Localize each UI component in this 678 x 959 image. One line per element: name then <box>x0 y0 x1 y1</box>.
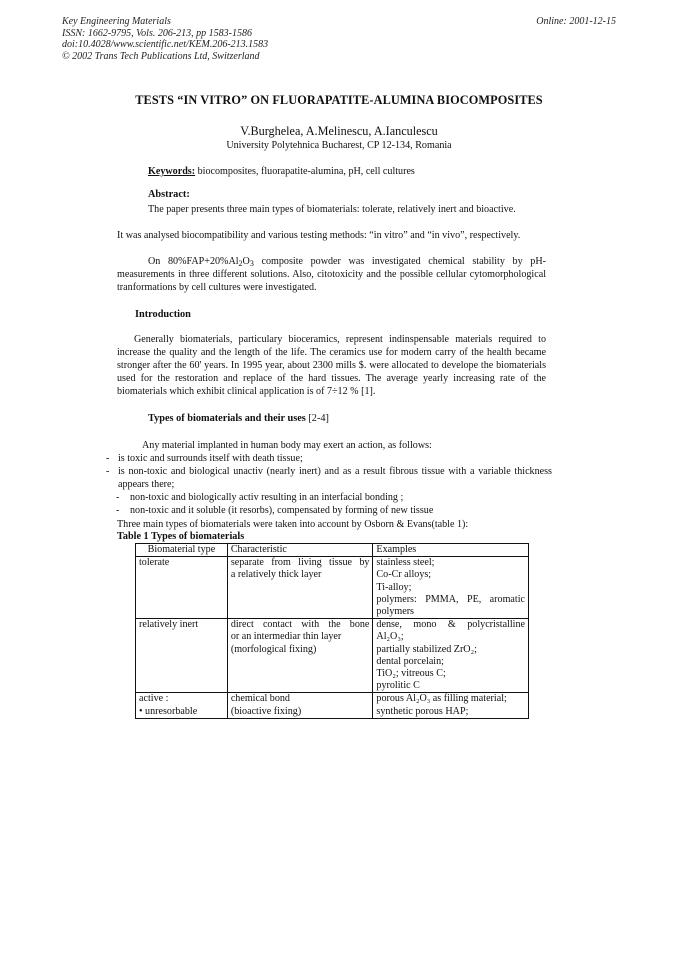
table-cell-type <box>136 619 228 693</box>
list-item-text: non-toxic and it soluble (it resorbs), compensated by forming of new tissue <box>130 505 434 516</box>
cell-text: direct contact with the bone <box>230 619 370 631</box>
keywords-label: Keywords: <box>148 166 196 177</box>
abstract-paragraph-2: It was analysed biocompatibility and various testing methods: “in vitro” and “in vivo”, respectively. <box>117 230 521 241</box>
list-item-text: is toxic and surrounds itself with death tissue; <box>118 453 303 464</box>
list-item: - is non-toxic and biological unactiv (nearly inert) and as a result fibrous tissue with a variable thickness appears there; <box>106 466 552 490</box>
introduction-heading: Introduction <box>135 309 191 320</box>
journal-copyright: © 2002 Trans Tech Publications Ltd, Switzerland <box>62 50 260 62</box>
online-date: Online: 2001-12-15 <box>536 16 616 27</box>
paper-title: TESTS “IN VITRO” ON FLUORAPATITE-ALUMINA BIOCOMPOSITES <box>135 93 543 107</box>
cell-text: a relatively thick layer <box>230 569 322 581</box>
abstract-p3-part-b: O <box>242 256 250 267</box>
table-cell-examples <box>373 619 529 693</box>
table-row <box>136 693 529 718</box>
cell-text: pyrolitic C <box>376 680 420 692</box>
cell-text: or an intermediar thin layer <box>230 631 342 643</box>
cell-text: active : <box>139 693 169 705</box>
abstract-p3-sub-2: 3 <box>249 259 254 268</box>
cell-text: polymers: PMMA, PE, aromatic <box>376 593 525 605</box>
paper-affiliation: University Polytehnica Bucharest, CP 12-134, Romania <box>226 140 452 151</box>
list-item: - non-toxic and it soluble (it resorbs), compensated by forming of new tissue <box>116 505 434 516</box>
list-item: - is toxic and surrounds itself with death tissue; <box>106 453 303 464</box>
cell-text: relatively inert <box>139 619 199 631</box>
abstract-heading: Abstract: <box>148 189 190 200</box>
table-cell-examples <box>373 557 529 619</box>
table-cell-examples <box>373 693 529 718</box>
abstract-p3-sub-1: 2 <box>238 259 243 268</box>
journal-name: Key Engineering Materials <box>62 16 171 27</box>
cell-text: porous Al₂O₃ as filling material; <box>376 693 507 705</box>
types-heading-ref: [2-4] <box>305 413 329 424</box>
list-item: - non-toxic and biologically activ resulting in an interfacial bonding ; <box>116 492 404 503</box>
cell-text: dental porcelain; <box>376 655 444 667</box>
cell-text: (bioactive fixing) <box>230 705 302 717</box>
cell-text: separate from living tissue by <box>230 557 370 569</box>
cell-text: (morfological fixing) <box>230 643 317 655</box>
cell-text: stainless steel; <box>376 557 435 569</box>
list-item-text: is non-toxic and biological unactiv (nearly inert) and as a result fibrous tissue with a variable thickness appears there; <box>118 466 552 490</box>
cell-text: polymers <box>376 606 414 618</box>
keywords-line <box>148 165 568 178</box>
table-header-type: Biomaterial type <box>136 544 228 557</box>
table-header-row <box>136 544 529 557</box>
types-intro: Any material implanted in human body may exert an action, as follows: <box>142 440 432 451</box>
abstract-paragraph-3 <box>117 255 546 294</box>
abstract-p3-part-a: On 80%FAP+20%Al <box>148 256 239 267</box>
table-row <box>136 619 529 693</box>
table-cell-characteristic <box>227 693 373 718</box>
journal-header <box>62 16 268 62</box>
cell-text: tolerate <box>139 557 170 569</box>
journal-doi: doi:10.4028/www.scientific.net/KEM.206-213.1583 <box>62 39 269 50</box>
table-header-examples: Examples <box>373 544 529 557</box>
paper-authors: V.Burghelea, A.Melinescu, A.Ianculescu <box>240 124 438 138</box>
cell-text: synthetic porous HAP; <box>376 705 469 717</box>
table-header-characteristic: Characteristic <box>227 544 373 557</box>
abstract-p3-part-c: composite powder was investigated chemical stability by pH-measurements in three different solutions. Also, citotoxicity and the possible cellular cytomorphological tranformations by cell cultures were investigated. <box>117 256 546 293</box>
table-cell-type <box>136 693 228 718</box>
cell-text: partially stabilized ZrO₂; <box>376 643 477 655</box>
table-caption: Table 1 Types of biomaterials <box>117 531 245 542</box>
types-heading-text: Types of biomaterials and their uses <box>148 413 306 424</box>
table-cell-characteristic <box>227 619 373 693</box>
cell-text: dense, mono & polycristalline <box>376 619 525 631</box>
cell-text: Co-Cr alloys; <box>376 569 432 581</box>
table-row <box>136 557 529 619</box>
keywords-text: biocomposites, fluorapatite-alumina, pH, cell cultures <box>195 166 415 177</box>
table-cell-characteristic <box>227 557 373 619</box>
types-closing: Three main types of biomaterials were taken into account by Osborn & Evans(table 1): <box>117 519 469 530</box>
types-heading <box>148 413 329 424</box>
list-item-text: non-toxic and biologically activ resulting in an interfacial bonding ; <box>130 492 404 503</box>
abstract-paragraph-1: The paper presents three main types of biomaterials: tolerate, relatively inert and bioactive. <box>148 204 516 215</box>
biomaterials-table <box>135 543 529 719</box>
cell-text: Al₂O₃; <box>376 631 404 643</box>
cell-text: TiO₂; vitreous C; <box>376 668 446 680</box>
cell-text: Ti-alloy; <box>376 581 412 593</box>
table-cell-type <box>136 557 228 619</box>
cell-text: chemical bond <box>230 693 290 705</box>
introduction-paragraph: Generally biomaterials, particulary bioceramics, represent indinspensable materials required to increase the quality and the length of the life. The ceramics use for modern carry of the health became stronger after the 60' years. In 1995 year, about 2300 mills $. were allocated to develope the biomaterials used for the restoration and replace of the hard tissues. The average yearly increasing rate of the biomaterials which exhibit clinical application is of 7÷12 % [1]. <box>117 334 546 397</box>
journal-issn: ISSN: 1662-9795, Vols. 206-213, pp 1583-1586 <box>62 27 252 39</box>
cell-text: • unresorbable <box>139 705 198 717</box>
